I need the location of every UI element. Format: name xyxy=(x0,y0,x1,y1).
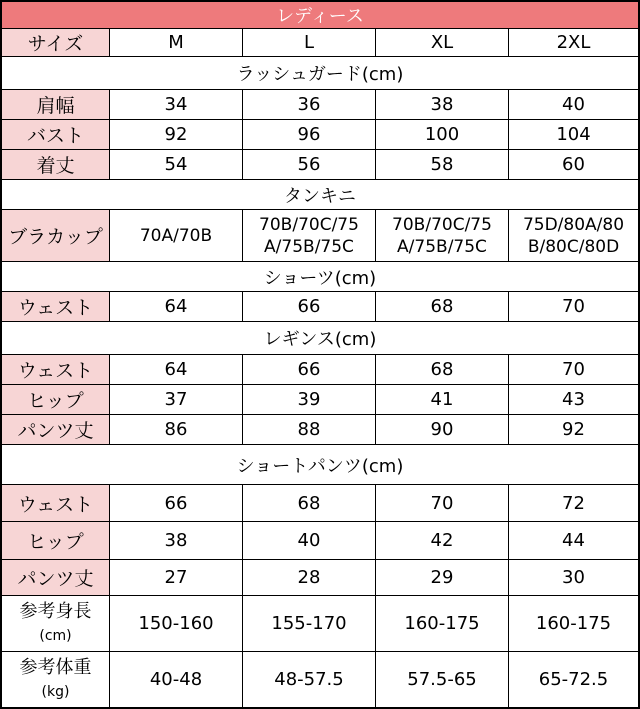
cell-value xyxy=(110,210,243,261)
cell-value: 44 xyxy=(562,530,585,551)
cell-value: 58 xyxy=(376,150,509,179)
cell-value: 43 xyxy=(562,389,585,410)
row-label: ウェスト xyxy=(2,292,110,321)
cell-line: 70B/70C/75 xyxy=(259,214,359,235)
row-label-line: 参考身長 xyxy=(19,600,92,622)
cell-value: 68 xyxy=(243,485,376,521)
row-label: ウェスト xyxy=(2,355,110,384)
cell-value: 160-175 xyxy=(376,596,509,651)
cell-value: 68 xyxy=(376,355,509,384)
table-row xyxy=(0,485,640,522)
cell-value: 40 xyxy=(562,94,585,115)
row-label: バスト xyxy=(2,120,110,149)
table-row xyxy=(0,596,640,652)
cell-value: 90 xyxy=(376,415,509,444)
section-title: レギンス(cm) xyxy=(263,329,377,350)
chart-title: レディース xyxy=(2,2,638,28)
cell-value: 41 xyxy=(376,385,509,414)
row-label: パンツ丈 xyxy=(2,560,110,595)
cell-value: 92 xyxy=(110,120,243,149)
header-label: サイズ xyxy=(2,29,110,56)
cell-value: 48-57.5 xyxy=(243,652,376,707)
cell-value: 66 xyxy=(243,292,376,321)
cell-value: 30 xyxy=(562,567,585,588)
header-size: M xyxy=(110,29,243,56)
table-row xyxy=(0,415,640,445)
cell-value: 36 xyxy=(243,90,376,119)
cell-value: 70 xyxy=(376,485,509,521)
cell-line: B/80C/80D xyxy=(527,236,620,257)
row-label: 着丈 xyxy=(2,150,110,179)
section-heading-shortpants xyxy=(0,445,640,485)
table-row xyxy=(0,560,640,596)
section-title: ショートパンツ(cm) xyxy=(236,455,404,477)
cell-value: 92 xyxy=(562,419,585,440)
row-label: パンツ丈 xyxy=(2,415,110,444)
cell-value: 37 xyxy=(110,385,243,414)
cell-value: 66 xyxy=(243,355,376,384)
row-label-unit: (kg) xyxy=(41,683,70,700)
row-label-unit: (cm) xyxy=(39,627,72,644)
table-row xyxy=(0,292,640,322)
header-size: XL xyxy=(376,29,509,56)
table-row xyxy=(0,522,640,560)
cell-value: 54 xyxy=(110,150,243,179)
cell-value: 34 xyxy=(110,90,243,119)
row-label: ウェスト xyxy=(2,485,110,521)
row-label xyxy=(2,596,110,651)
cell-value xyxy=(376,210,509,261)
cell-value: 27 xyxy=(110,560,243,595)
header-row xyxy=(0,29,640,57)
header-size: 2XL xyxy=(556,32,591,53)
section-title: タンキニ xyxy=(284,185,356,207)
cell-value: 38 xyxy=(376,90,509,119)
cell-value: 155-170 xyxy=(243,596,376,651)
cell-value: 40 xyxy=(243,522,376,559)
row-label: ヒップ xyxy=(2,522,110,559)
cell-value: 65-72.5 xyxy=(538,669,609,690)
cell-line: A/75B/75C xyxy=(397,236,487,257)
table-row xyxy=(0,90,640,120)
cell-value: 68 xyxy=(376,292,509,321)
cell-value: 96 xyxy=(243,120,376,149)
cell-value: 104 xyxy=(556,124,591,145)
cell-value: 40-48 xyxy=(110,652,243,707)
cell-value: 70 xyxy=(562,359,585,380)
cell-line: 70A/70B xyxy=(139,225,213,246)
cell-line: 70B/70C/75 xyxy=(392,214,492,235)
cell-value: 42 xyxy=(376,522,509,559)
section-heading-rash xyxy=(0,57,640,90)
cell-value: 29 xyxy=(376,560,509,595)
row-label: 肩幅 xyxy=(2,90,110,119)
cell-value: 64 xyxy=(110,355,243,384)
table-row xyxy=(0,652,640,709)
table-row xyxy=(0,355,640,385)
cell-value: 70 xyxy=(562,296,585,317)
table-row xyxy=(0,385,640,415)
cell-value xyxy=(509,210,638,261)
table-row xyxy=(0,150,640,180)
cell-value: 72 xyxy=(562,492,585,514)
row-label xyxy=(2,652,110,707)
cell-value: 60 xyxy=(562,154,585,175)
cell-value: 86 xyxy=(110,415,243,444)
cell-value: 28 xyxy=(243,560,376,595)
cell-value: 57.5-65 xyxy=(376,652,509,707)
cell-value: 150-160 xyxy=(110,596,243,651)
section-heading-shorts xyxy=(0,262,640,292)
header-size: L xyxy=(243,29,376,56)
cell-line: 75D/80A/80 xyxy=(522,214,625,235)
row-label-line: 参考体重 xyxy=(19,656,92,678)
section-title: ショーツ(cm) xyxy=(263,267,377,289)
table-row xyxy=(0,120,640,150)
cell-value: 66 xyxy=(110,485,243,521)
cell-value: 88 xyxy=(243,415,376,444)
cell-value: 100 xyxy=(376,120,509,149)
section-title: ラッシュガード(cm) xyxy=(236,64,404,85)
title-row xyxy=(0,0,640,29)
section-heading-leggings xyxy=(0,322,640,355)
cell-value: 56 xyxy=(243,150,376,179)
cell-value: 64 xyxy=(110,292,243,321)
cell-value: 160-175 xyxy=(535,613,612,634)
cell-value: 38 xyxy=(110,522,243,559)
cell-value: 39 xyxy=(243,385,376,414)
cell-value xyxy=(243,210,376,261)
section-heading-tankini xyxy=(0,180,640,210)
cell-line: A/75B/75C xyxy=(264,236,354,257)
row-label: ブラカップ xyxy=(2,210,110,261)
table-row xyxy=(0,210,640,262)
row-label: ヒップ xyxy=(2,385,110,414)
